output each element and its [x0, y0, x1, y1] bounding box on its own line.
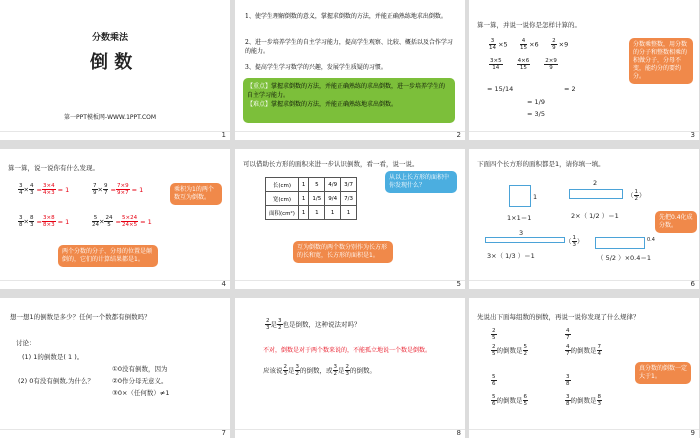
diff-text: 掌握求倒数的方法，并能正确熟练地求出倒数。 [271, 101, 398, 108]
slide-4[interactable] [0, 149, 230, 289]
reason-2: ②0作分母无意义。 [112, 377, 168, 385]
cell: 1 [298, 178, 309, 192]
slide-7[interactable] [0, 298, 230, 438]
table-row [266, 192, 357, 206]
blank-third: （ $\frac{1}{3}$ ） [565, 235, 584, 248]
calc-row-1: $\frac{3}{14}$ ×5 $\frac{4}{15}$ ×6 $\frac{2}{9}$ ×9 [489, 38, 569, 51]
goal-3: 3、提高学生学习数学的兴趣，发展学生质疑的习惯。 [245, 64, 387, 71]
slide5-footer [235, 280, 465, 289]
answer-text: 的倒数是 [496, 346, 523, 355]
slide-5[interactable] [235, 149, 465, 289]
cell: 9/4 [325, 192, 341, 206]
table-row [266, 206, 357, 220]
product-1: $\frac{3}{4}$ × $\frac{4}{3}$ = $\frac{3\times 4}{4\times 3}$ = 1 [19, 183, 70, 196]
diff-tag: 【难点】 [247, 101, 272, 108]
product-3: $\frac{3}{8}$ × $\frac{8}{3}$ = $\frac{3\times 8}{8\times 3}$ = 1 [19, 215, 70, 228]
reciprocal-answer: $\frac{4}{7}$ 的倒数是 $\frac{7}{4}$ [566, 344, 601, 357]
slide6-footer [469, 280, 699, 289]
slide4-footer [0, 280, 230, 289]
slide1-subtitle: 分数乘法 [92, 33, 129, 43]
slide1-site: 第一PPT模板网-WWW.1PPT.COM [64, 114, 157, 121]
slide-number: 9 [690, 429, 695, 437]
product-4: $\frac{5}{24}$ × $\frac{24}{5}$ = $\frac{5\times 24}{24\times 5}$ = 1 [92, 215, 152, 228]
answer-text: 的倒数是 [496, 396, 523, 405]
slide4-bubble-1: 乘积为1的两个数互为倒数。 [170, 183, 222, 205]
calc-work: $\frac{3\times 5}{14}$ $\frac{4\times 6}{15}$ $\frac{2\times 9}{9}$ [490, 58, 557, 71]
equation-3: 3×（ 1/3 ）＝1 [487, 252, 535, 260]
key-text: 掌握求倒数的方法，并能正确熟练的求出倒数，进一步培养学生的自主学习能力。 [247, 83, 446, 99]
slide-number: 3 [690, 131, 695, 139]
cell: 1 [325, 206, 341, 220]
reciprocal-item: $\frac{5}{6}$ [492, 374, 496, 387]
rect-2 [569, 189, 623, 199]
calc-result-4: = 3/5 [527, 110, 545, 118]
cell: 7/3 [341, 192, 357, 206]
slide5-title: 可以借助长方形的面积来进一步认识倒数，看一看，说一说。 [243, 160, 419, 168]
slide3-footer [469, 131, 699, 140]
equation-4: （ 5/2 ）×0.4＝1 [597, 254, 652, 262]
square-1x1 [509, 185, 531, 207]
discuss-label: 讨论： [16, 339, 36, 347]
slide4-title: 算一算，说一说你有什么发现。 [8, 164, 99, 172]
line-1: (1) 1的倒数是( 1 )。 [22, 353, 84, 361]
slide8-question: $\frac{2}{3}$ 是 $\frac{3}{2}$ 也是倒数，这种说法对吗？ [266, 318, 361, 331]
slide1-title: 倒 数 [90, 52, 133, 73]
slide-number: 6 [690, 280, 695, 288]
equation-2: 2×（ 1/2 ）＝1 [571, 212, 619, 220]
blank-half: （ $\frac{1}{2}$ ） [627, 189, 646, 202]
rect-4 [595, 237, 645, 249]
slide9-bubble: 真分数的倒数一定大于1。 [635, 362, 691, 384]
slide6-bubble: 先把0.4化成分数。 [655, 211, 697, 233]
slide3-bubble: 分数乘整数，用分数的分子和整数相乘的积做分子，分母不变，能约分的要约分。 [629, 38, 693, 84]
slide9-title: 先说出下面每组数的倒数，再说一说你发现了什么规律？ [477, 313, 640, 321]
goal-2: 2、进一步培养学生的自主学习能力，提高学生观察、比较、概括以及合作学习的能力。 [245, 39, 453, 55]
reason-1: ①0没有倒数，因为 [112, 365, 168, 373]
line-2: (2) 0有没有倒数,为什么？ [18, 377, 94, 385]
calc-result-1: = 15/14 [487, 85, 514, 93]
reciprocal-answer: $\frac{5}{6}$ 的倒数是 $\frac{6}{5}$ [492, 394, 527, 407]
slide5-bubble-1: 从以上长方形的面积中你发现什么？ [385, 171, 457, 193]
reciprocal-item: $\frac{2}{5}$ [492, 328, 496, 341]
answer-text: 的倒数是 [570, 346, 597, 355]
area-table [265, 177, 357, 220]
cell: 1 [298, 206, 309, 220]
table-row [266, 178, 357, 192]
slide-6[interactable] [469, 149, 699, 289]
key-points-box [243, 78, 455, 123]
reciprocal-item: $\frac{4}{7}$ [566, 328, 570, 341]
slide-2[interactable] [235, 0, 465, 140]
slide8-footer [235, 429, 465, 438]
slide7-footer [0, 429, 230, 438]
equation-1: 1×1＝1 [507, 214, 532, 222]
cell: 5 [309, 178, 325, 192]
slide-9[interactable] [469, 298, 699, 438]
cell: 1 [298, 192, 309, 206]
question-text: 也是倒数，这种说法对吗？ [282, 320, 361, 329]
slide5-bubble-2: 互为倒数的两个数分别作为长方形的长和宽，长方形的面积是1。 [293, 241, 393, 263]
answer-1: 不对，倒数是对于两个数来说的，不能孤立地说一个数是倒数。 [263, 347, 432, 354]
slide-number: 7 [221, 429, 226, 437]
reciprocal-answer: $\frac{2}{5}$ 的倒数是 $\frac{5}{2}$ [492, 344, 527, 357]
reciprocal-item: $\frac{3}{8}$ [566, 374, 570, 387]
cell: 3/7 [341, 178, 357, 192]
length-label-2: 2 [593, 179, 598, 187]
cell: 1 [309, 206, 325, 220]
slide-number: 2 [456, 131, 461, 139]
reciprocal-answer: $\frac{3}{8}$ 的倒数是 $\frac{8}{3}$ [566, 394, 601, 407]
slide2-footer [235, 131, 465, 140]
slide6-title: 下面四个长方形的面积都是1，请你填一填。 [477, 160, 605, 168]
goal-1: 1、使学生理解倒数的意义，掌握求倒数的方法，并能正确熟练地求出倒数。 [245, 13, 447, 20]
slide7-question: 想一想1的倒数是多少？任何一个数都有倒数吗？ [10, 313, 151, 321]
key-tag: 【重点】 [247, 83, 272, 90]
row-header: 宽(cm) [266, 192, 299, 206]
cell: 4/9 [325, 178, 341, 192]
answer-2: 应该说 $\frac{2}{3}$ 是 $\frac{3}{2}$ 的倒数，或 $\frac{3}{2}$ 是 $\frac{2}{3}$ 的倒数。 [263, 364, 376, 377]
slide4-bubble-2: 两个分数的分子、分母的位置是颠倒的，它们的计算结果都是1。 [58, 245, 158, 267]
row-header: 面积(cm²) [266, 206, 299, 220]
slide1-footer [0, 131, 230, 140]
slide-1[interactable] [0, 0, 230, 140]
product-2: $\frac{7}{9}$ × $\frac{9}{7}$ = $\frac{7\times 9}{9\times 7}$ = 1 [93, 183, 144, 196]
calc-result-2: = 2 [564, 85, 576, 93]
slide-number: 1 [221, 131, 226, 139]
side-label: 1 [533, 193, 538, 201]
slide-3[interactable] [469, 0, 699, 140]
slide-8[interactable] [235, 298, 465, 438]
row-header: 长(cm) [266, 178, 299, 192]
cell: 1/5 [309, 192, 325, 206]
slide-number: 4 [221, 280, 226, 288]
answer-text: 的倒数是 [570, 396, 597, 405]
width-label-04: 0.4 [647, 237, 655, 243]
calc-result-3: = 1/9 [527, 98, 545, 106]
slide3-title: 算一算，并说一说你是怎样计算的。 [477, 21, 581, 29]
cell: 1 [341, 206, 357, 220]
length-label-3: 3 [519, 229, 524, 237]
slide9-footer [469, 429, 699, 438]
slide-number: 8 [456, 429, 461, 437]
reason-3: ③0×（任何数）≠1 [112, 389, 170, 397]
slide-number: 5 [456, 280, 461, 288]
rect-3 [485, 237, 565, 243]
